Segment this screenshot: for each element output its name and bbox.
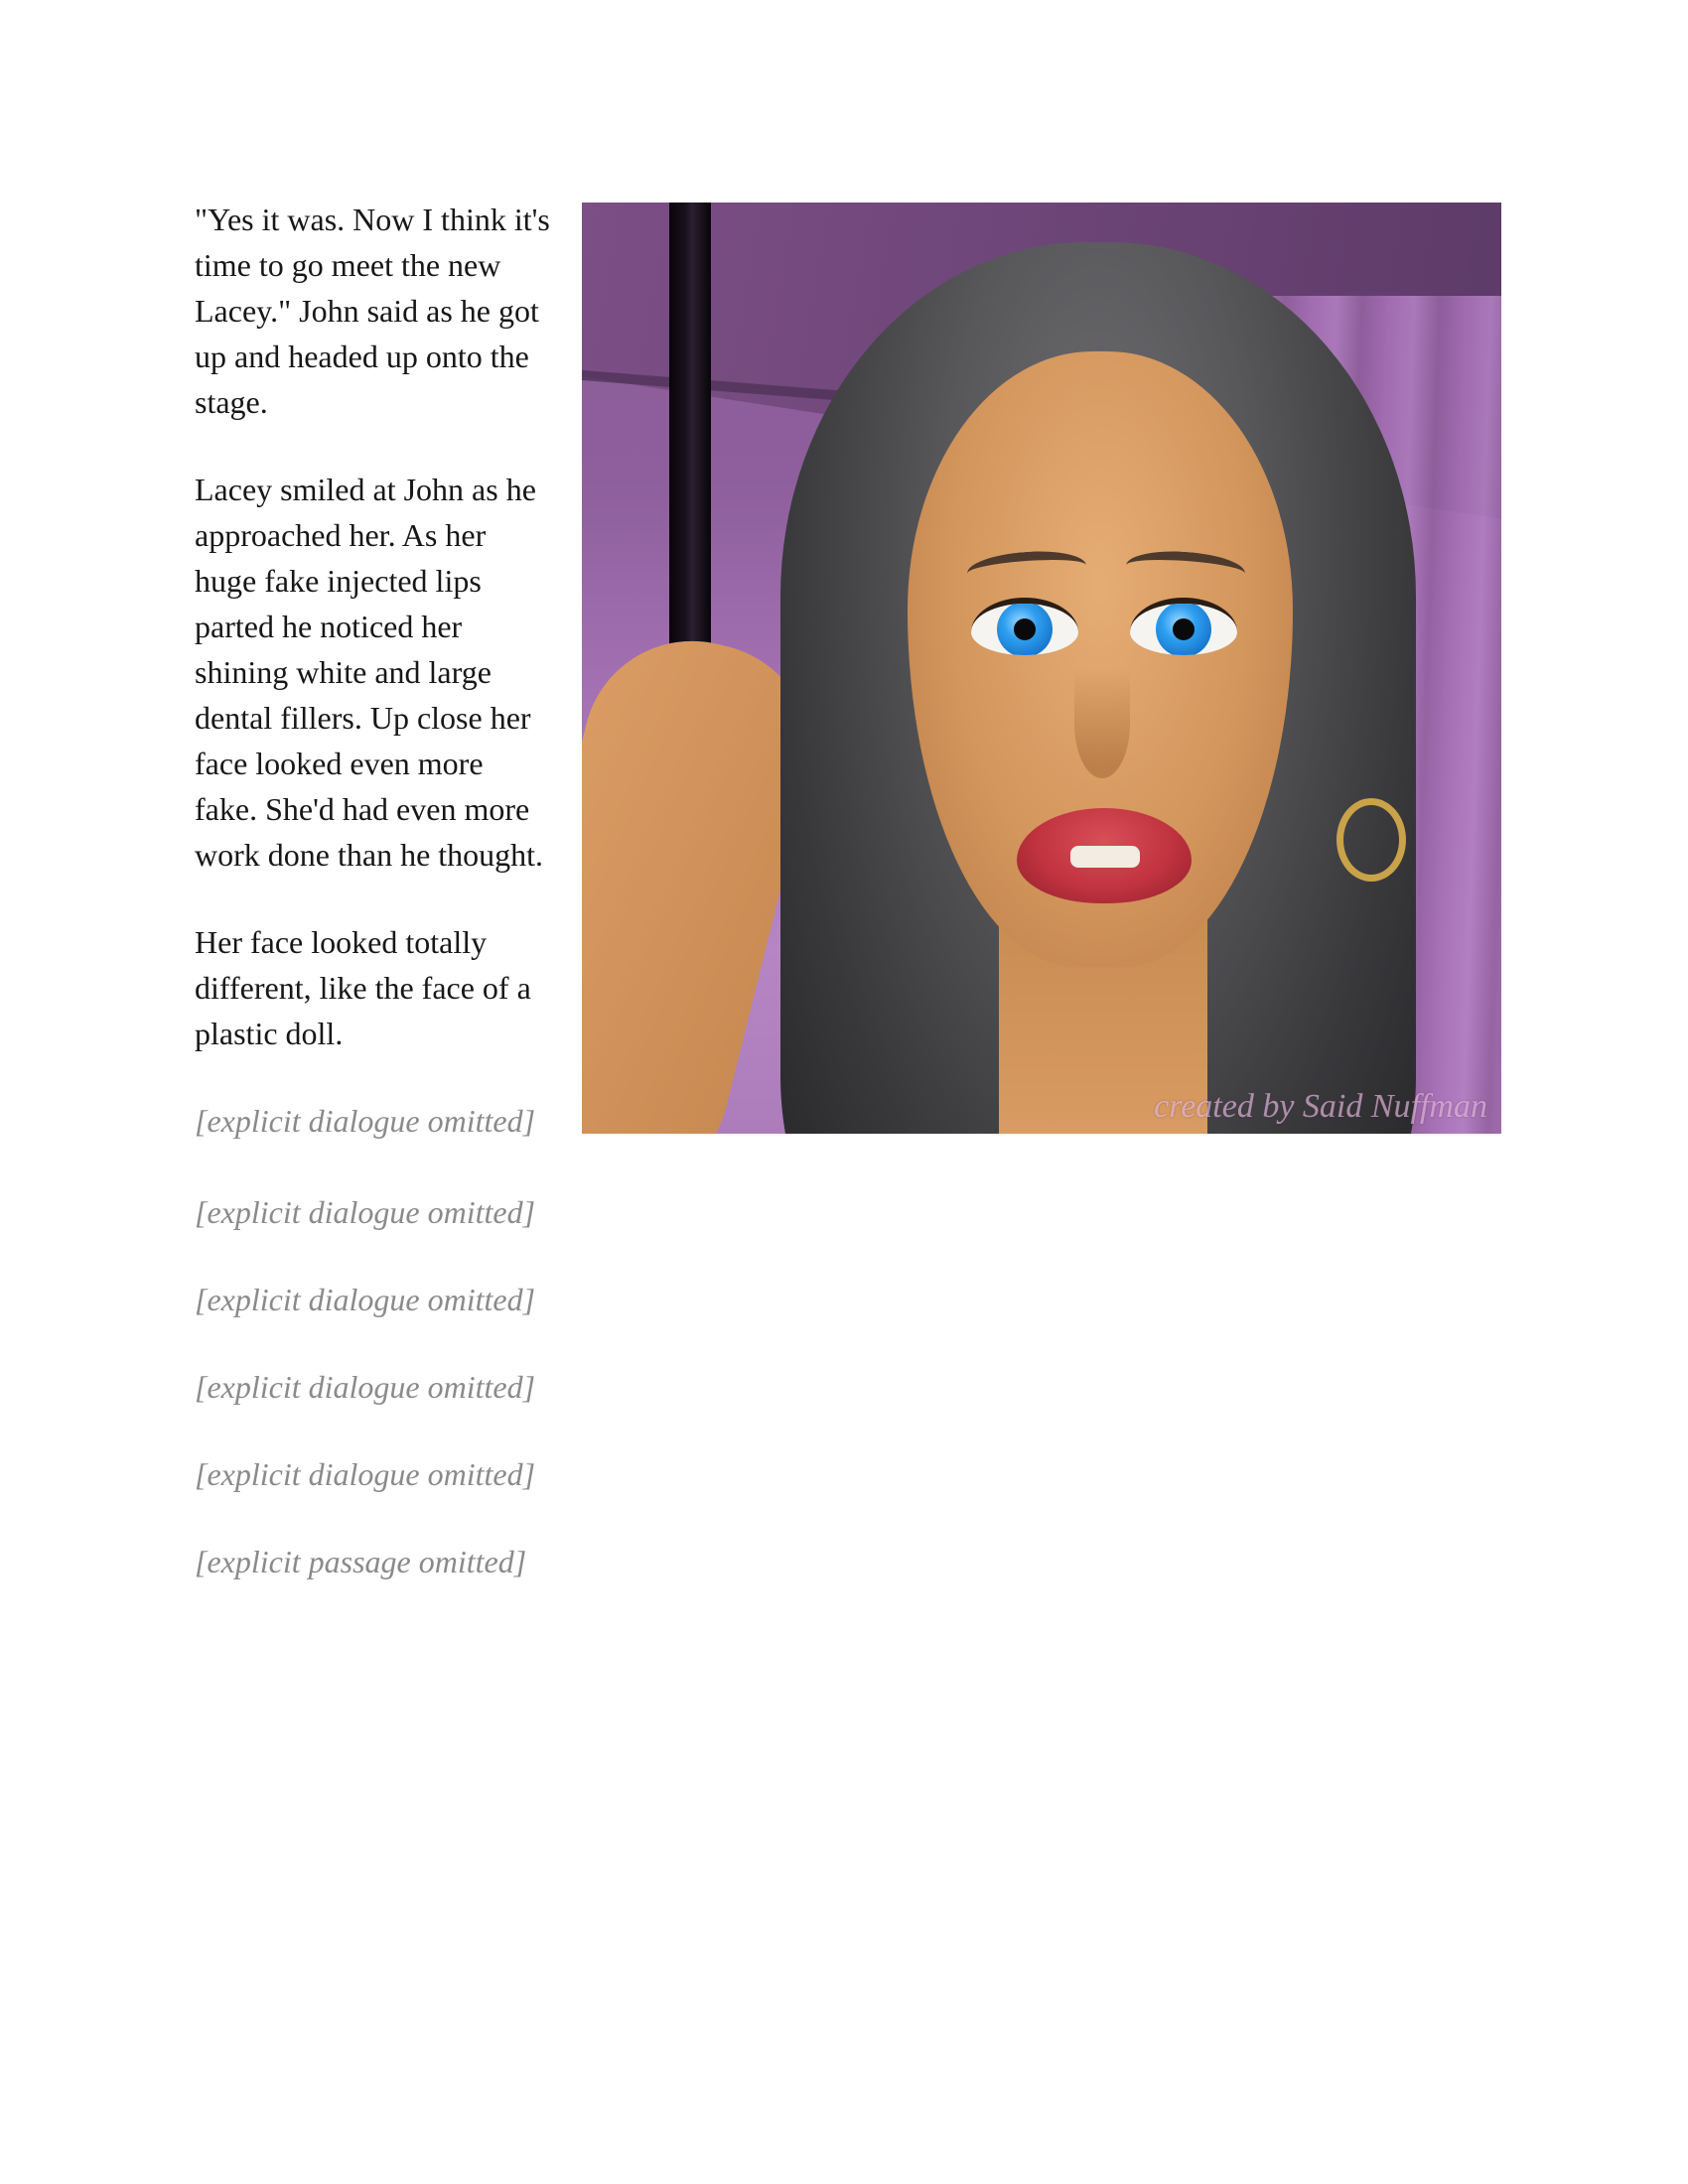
left-iris [997, 602, 1053, 655]
paragraph-2: Lacey smiled at John as he approached her. As her huge fake injected lips parted he noticed her shining white and large dental fillers. Up close her face looked even more fake. She'd had even more work done than he thought. [195, 472, 544, 873]
right-pupil [1173, 618, 1195, 640]
left-pupil [1014, 618, 1036, 640]
paragraph-7: [explicit dialogue omitted] [195, 1369, 536, 1405]
paragraph-6: [explicit dialogue omitted] [195, 1282, 536, 1317]
paragraph-3: Her face looked totally different, like the face of a plastic doll. [195, 924, 531, 1051]
paragraph-1: "Yes it was. Now I think it's time to go meet the new Lacey." John said as he got up and headed up onto the stage. [195, 202, 550, 420]
right-iris [1156, 602, 1211, 655]
story-illustration [582, 203, 1501, 1134]
teeth-highlight [1070, 846, 1140, 868]
hoop-earring [1336, 798, 1406, 882]
paragraph-9: [explicit passage omitted] [195, 1544, 527, 1579]
article-body [195, 197, 1501, 1626]
artist-watermark: created by Said Nuffman [1154, 1088, 1487, 1125]
paragraph-4: [explicit dialogue omitted] [195, 1103, 536, 1139]
paragraph-8: [explicit dialogue omitted] [195, 1456, 536, 1492]
nose-shadow [1074, 669, 1130, 778]
paragraph-5: [explicit dialogue omitted] [195, 1194, 536, 1230]
